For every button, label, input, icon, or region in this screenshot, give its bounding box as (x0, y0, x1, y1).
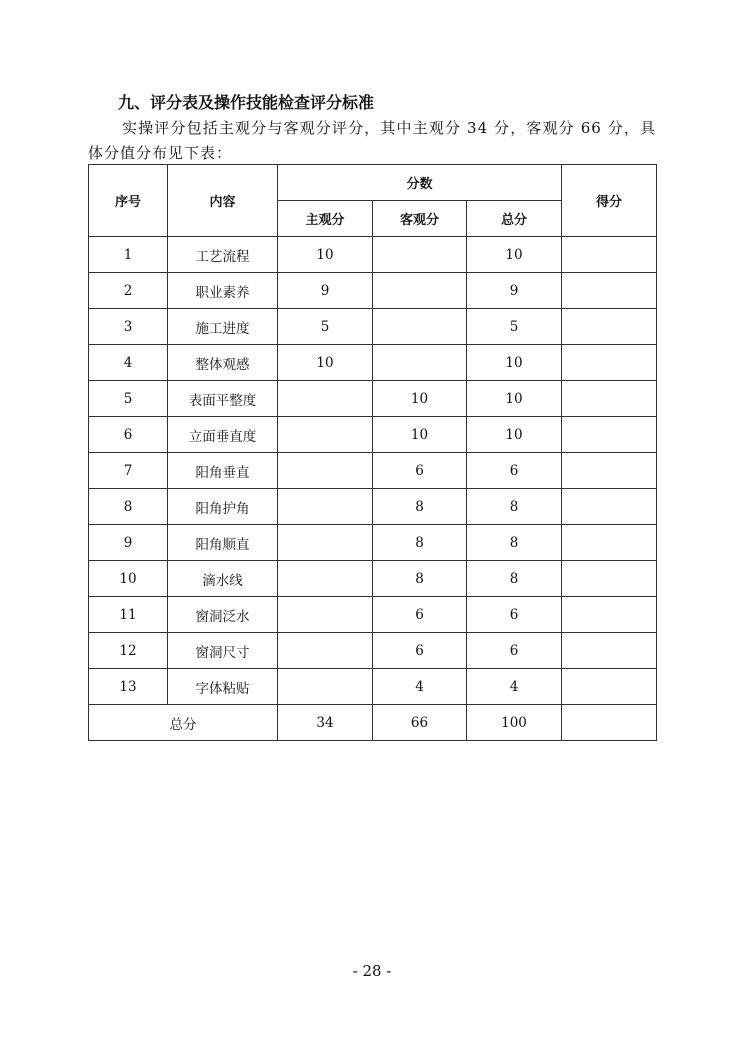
cell-earned (562, 669, 657, 705)
cell-seq: 3 (89, 309, 168, 345)
footer-total: 100 (467, 705, 562, 741)
cell-content: 阳角垂直 (168, 453, 278, 489)
cell-objective (373, 273, 467, 309)
cell-earned (562, 237, 657, 273)
cell-total: 8 (467, 561, 562, 597)
cell-total: 4 (467, 669, 562, 705)
table-row (89, 453, 657, 489)
cell-total: 10 (467, 237, 562, 273)
table-row (89, 633, 657, 669)
header-subjective: 主观分 (278, 201, 373, 237)
cell-seq: 6 (89, 417, 168, 453)
cell-seq: 10 (89, 561, 168, 597)
cell-subjective: 10 (278, 345, 373, 381)
cell-earned (562, 273, 657, 309)
cell-total: 10 (467, 417, 562, 453)
cell-objective: 6 (373, 597, 467, 633)
cell-content: 立面垂直度 (168, 417, 278, 453)
footer-label: 总分 (89, 705, 278, 741)
cell-content: 工艺流程 (168, 237, 278, 273)
cell-earned (562, 633, 657, 669)
cell-subjective (278, 417, 373, 453)
cell-subjective: 9 (278, 273, 373, 309)
cell-subjective (278, 381, 373, 417)
cell-earned (562, 417, 657, 453)
cell-subjective (278, 453, 373, 489)
header-total: 总分 (467, 201, 562, 237)
cell-seq: 4 (89, 345, 168, 381)
table-row (89, 597, 657, 633)
cell-total: 8 (467, 489, 562, 525)
cell-total: 9 (467, 273, 562, 309)
cell-earned (562, 309, 657, 345)
cell-subjective (278, 669, 373, 705)
header-score-group: 分数 (278, 165, 562, 201)
table-row (89, 273, 657, 309)
cell-objective: 8 (373, 525, 467, 561)
score-table (88, 164, 657, 741)
cell-total: 6 (467, 453, 562, 489)
cell-objective: 4 (373, 669, 467, 705)
cell-objective: 10 (373, 381, 467, 417)
cell-objective (373, 345, 467, 381)
score-table-body (89, 237, 657, 741)
cell-objective: 10 (373, 417, 467, 453)
table-row (89, 417, 657, 453)
cell-earned (562, 453, 657, 489)
cell-subjective (278, 561, 373, 597)
cell-subjective (278, 597, 373, 633)
section-heading: 九、评分表及操作技能检查评分标准 (118, 93, 375, 112)
table-row (89, 237, 657, 273)
table-row (89, 525, 657, 561)
cell-subjective (278, 633, 373, 669)
table-row (89, 309, 657, 345)
cell-earned (562, 381, 657, 417)
cell-content: 窗洞泛水 (168, 597, 278, 633)
header-content: 内容 (168, 165, 278, 237)
intro-paragraph: 实操评分包括主观分与客观分评分，其中主观分 34 分，客观分 66 分，具体分值分布见下表： (88, 119, 656, 162)
cell-content: 职业素养 (168, 273, 278, 309)
cell-content: 施工进度 (168, 309, 278, 345)
score-table-header (89, 165, 657, 237)
cell-objective (373, 309, 467, 345)
cell-earned (562, 597, 657, 633)
cell-seq: 12 (89, 633, 168, 669)
cell-content: 表面平整度 (168, 381, 278, 417)
cell-seq: 2 (89, 273, 168, 309)
cell-total: 10 (467, 345, 562, 381)
header-seq: 序号 (89, 165, 168, 237)
cell-seq: 5 (89, 381, 168, 417)
cell-earned (562, 561, 657, 597)
cell-seq: 1 (89, 237, 168, 273)
table-footer-row (89, 705, 657, 741)
table-row (89, 561, 657, 597)
cell-seq: 7 (89, 453, 168, 489)
cell-earned (562, 345, 657, 381)
cell-subjective: 5 (278, 309, 373, 345)
table-row (89, 345, 657, 381)
page-number: - 28 - (352, 962, 392, 980)
cell-subjective (278, 489, 373, 525)
header-objective: 客观分 (373, 201, 467, 237)
cell-total: 6 (467, 633, 562, 669)
cell-seq: 9 (89, 525, 168, 561)
cell-seq: 13 (89, 669, 168, 705)
cell-seq: 11 (89, 597, 168, 633)
header-earned: 得分 (562, 165, 657, 237)
cell-content: 窗洞尺寸 (168, 633, 278, 669)
table-row (89, 381, 657, 417)
cell-subjective (278, 525, 373, 561)
cell-content: 整体观感 (168, 345, 278, 381)
cell-seq: 8 (89, 489, 168, 525)
table-row (89, 489, 657, 525)
cell-content: 滴水线 (168, 561, 278, 597)
cell-subjective: 10 (278, 237, 373, 273)
cell-objective: 6 (373, 633, 467, 669)
cell-objective: 6 (373, 453, 467, 489)
cell-objective: 8 (373, 489, 467, 525)
cell-total: 6 (467, 597, 562, 633)
cell-total: 8 (467, 525, 562, 561)
cell-content: 阳角护角 (168, 489, 278, 525)
cell-content: 字体粘贴 (168, 669, 278, 705)
cell-earned (562, 525, 657, 561)
footer-objective: 66 (373, 705, 467, 741)
cell-objective (373, 237, 467, 273)
cell-total: 10 (467, 381, 562, 417)
table-row (89, 669, 657, 705)
footer-earned (562, 705, 657, 741)
cell-content: 阳角顺直 (168, 525, 278, 561)
cell-total: 5 (467, 309, 562, 345)
cell-earned (562, 489, 657, 525)
cell-objective: 8 (373, 561, 467, 597)
footer-subjective: 34 (278, 705, 373, 741)
